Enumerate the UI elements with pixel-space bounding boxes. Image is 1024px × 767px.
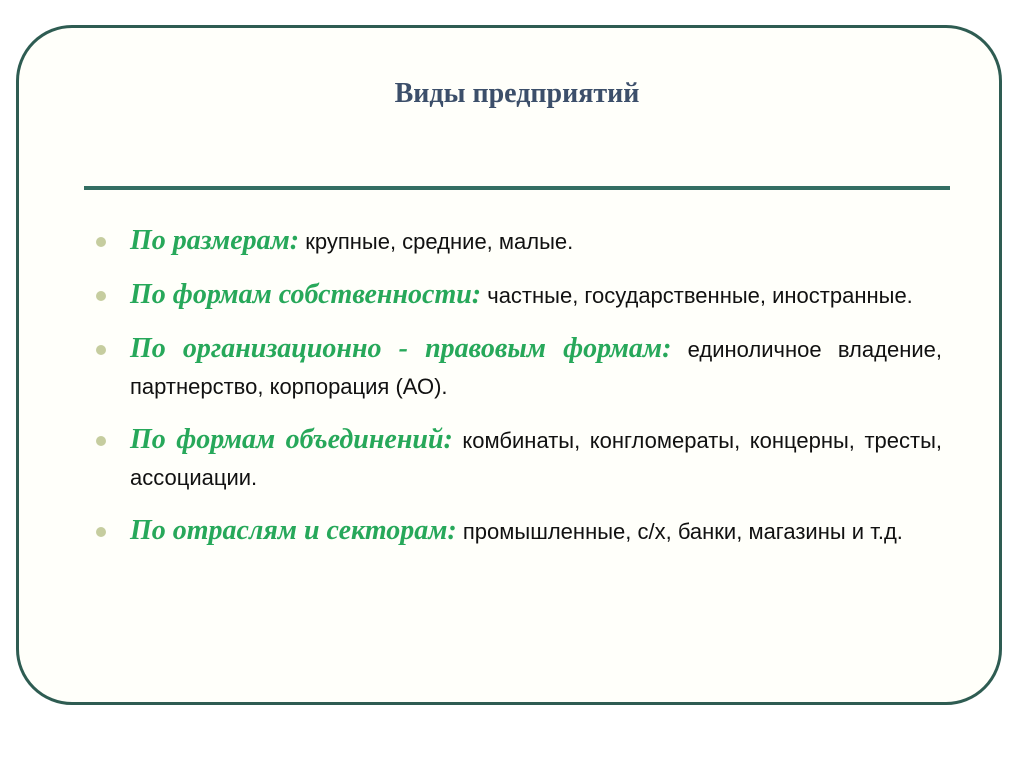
list-item [96, 421, 942, 496]
item-lead: По размерам: [130, 225, 300, 256]
item-lead: По организационно - правовым формам: [130, 333, 672, 364]
title-divider [84, 186, 950, 190]
item-text: частные, государственные, иностранные. [481, 283, 913, 308]
bullet-list [96, 222, 942, 566]
bullet-dot-icon [96, 291, 106, 301]
item-text: крупные, средние, малые. [299, 229, 574, 254]
list-item [96, 330, 942, 405]
bullet-dot-icon [96, 345, 106, 355]
item-lead: По формам собственности: [130, 279, 482, 310]
slide-title: Виды предприятий [394, 78, 640, 109]
item-text: единоличное владение, партнерство, корпорация (АО). [130, 337, 942, 399]
item-text: промышленные, с/х, банки, магазины и т.д. [456, 519, 903, 544]
list-item [96, 276, 942, 314]
list-item [96, 222, 942, 260]
bullet-dot-icon [96, 527, 106, 537]
list-item [96, 512, 942, 550]
item-text: комбинаты, конгломераты, концерны, тресты, ассоциации. [130, 428, 942, 490]
bullet-dot-icon [96, 237, 106, 247]
item-lead: По формам объединений: [130, 424, 453, 455]
item-lead: По отраслям и секторам: [130, 515, 457, 546]
bullet-dot-icon [96, 436, 106, 446]
